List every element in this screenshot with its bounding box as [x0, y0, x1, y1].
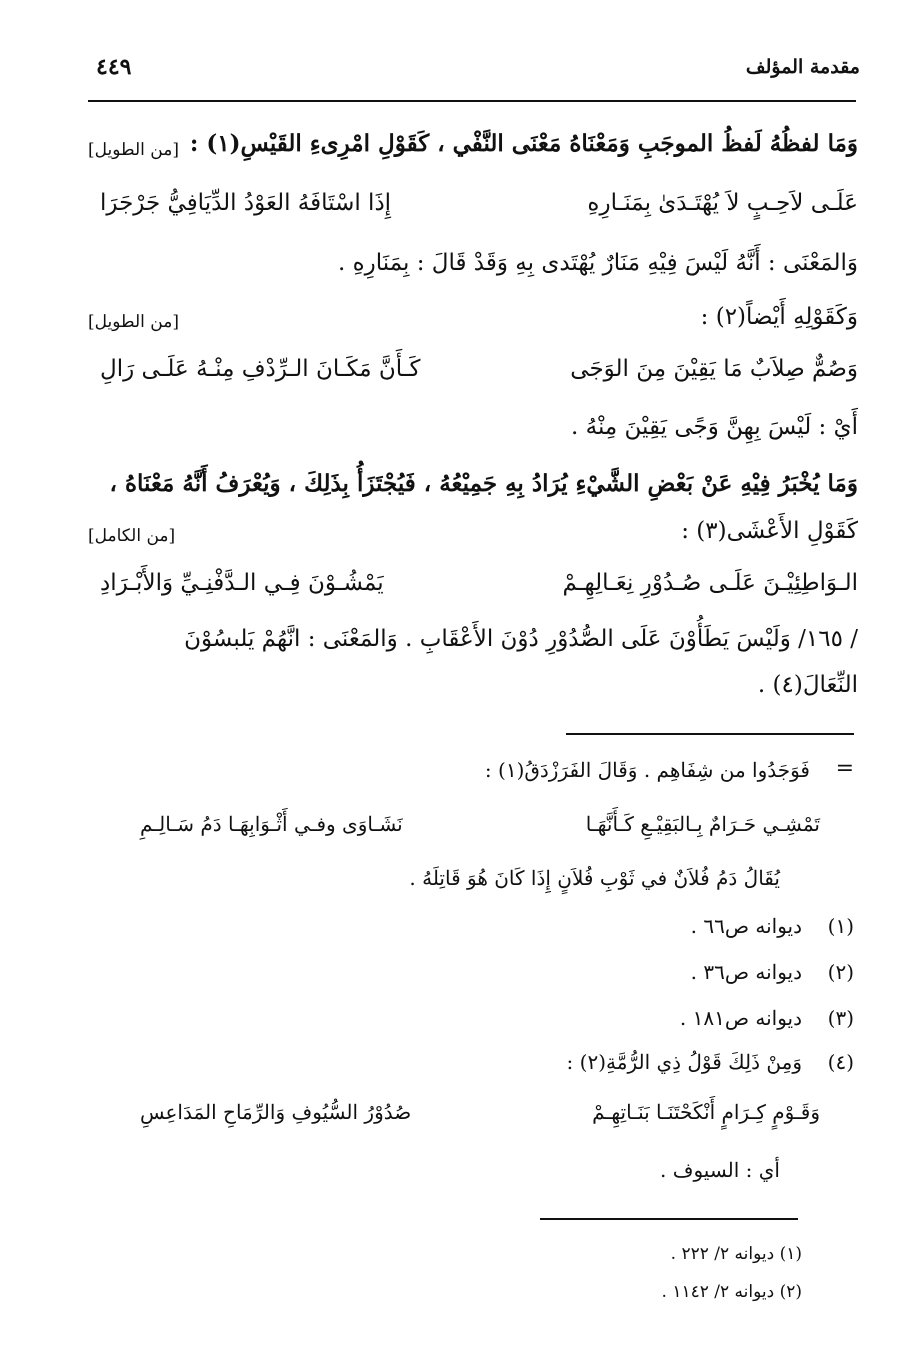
paragraph-2: وَالمَعْنَى : أَنَّهُ لَيْسَ فِيْهِ مَنَارٌ يُهْتَدى بِهِ وَقَدْ قَالَ : بِمَنَارِهِ .: [337, 250, 858, 276]
verse-3-second-hemistich: يَمْشُـوْنَ فِـي الـدَّفْنِـيِّ وَالأَبْـرَادِ: [100, 570, 384, 596]
footnote-number-2: (٢): [827, 960, 854, 984]
footnote-continued-line: فَوَجَدُوا من شِفَاهِم . وَقَالَ الفَرَزْدَقُ(١) :: [484, 758, 810, 782]
header-rule: [88, 100, 856, 102]
paragraph-5: وَمَا يُخْبَرُ فِيْهِ عَنْ بَعْضِ الشَّيْءِ يُرَادُ بِهِ جَمِيْعُهُ ، فَيُجْتَزَأُ بِذَلِكَ ، وَيُعْرَفُ أَنَّهُ مَعْنَاهُ ،: [109, 470, 858, 497]
page-number: ٤٤٩: [96, 54, 132, 80]
paragraph-6: كَقَوْلِ الأَعْشَى(٣) :: [681, 518, 858, 544]
meter-label-1: [من الطويل]: [88, 140, 179, 160]
footnote-number-4: (٤): [827, 1050, 854, 1074]
footnote-verse-first-hemistich: تَمْشِـي حَـرَامٌ بِـالبَقِيْـعِ كَـأَنَّهَـا: [585, 812, 820, 836]
footnote-number-3: (٣): [827, 1006, 854, 1030]
paragraph-3: وَكَقَوْلِهِ أَيْضاً(٢) :: [700, 304, 858, 330]
verse-2-second-hemistich: كَـأَنَّ مَكَـانَ الـرِّدْفِ مِنْـهُ عَلَـى رَالِ: [100, 356, 421, 382]
paragraph-8: النِّعَالَ(٤) .: [757, 672, 858, 698]
paragraph-1: وَمَا لفظُهُ لَفظُ الموجَبِ وَمَعْنَاهُ مَعْنَى النَّفْي ، كَقَوْلِ امْرِىءِ القَيْسِ(١) :: [189, 130, 858, 157]
footnote-number-1: (١): [827, 914, 854, 938]
footnote-rule: [566, 733, 854, 735]
verse-1-first-hemistich: عَلَـى لاَحِـبٍ لاَ يُهْتَـدَىٰ بِمَنَـارِهِ: [587, 190, 858, 216]
footnote-4-verse-second-hemistich: صُدُوْرُ السُّيُوفِ وَالرِّمَاحِ المَدَاعِسِ: [140, 1100, 412, 1124]
running-header-title: مقدمة المؤلف: [745, 56, 860, 78]
meter-label-3: [من الكامل]: [88, 526, 176, 546]
footnote-text-2: ديوانه ص٣٦ .: [690, 960, 802, 984]
sub-footnote-2: (٢) ديوانه ٢/ ١١٤٢ .: [661, 1282, 802, 1302]
verse-3-first-hemistich: الـوَاطِئِيْـنَ عَلَـى صُـدُوْرِ نِعَـالِهِـمْ: [562, 570, 858, 596]
footnote-4-verse-first-hemistich: وَقَـوْمٍ كِـرَامٍ أَنْكَحْتَنَـا بَنَـاتِهِـمْ: [592, 1100, 820, 1124]
footnote-verse-second-hemistich: نَشَـاوَى وفـي أَثْـوَابِهَـا دَمُ سَـالِـمِ: [140, 812, 403, 836]
sub-footnote-rule: [540, 1218, 798, 1220]
sub-footnote-1: (١) ديوانه ٢/ ٢٢٢ .: [670, 1244, 802, 1264]
footnote-text-3: ديوانه ص١٨١ .: [679, 1006, 802, 1030]
verse-1-second-hemistich: إِذَا اسْتَافَهُ العَوْدُ الدِّيَافِيُّ جَرْجَرَا: [100, 190, 392, 216]
footnote-text-1: ديوانه ص٦٦ .: [690, 914, 802, 938]
verse-2-first-hemistich: وَصُمٌّ صِلاَبٌ مَا يَقِيْنَ مِنَ الوَجَى: [570, 356, 858, 382]
meter-label-2: [من الطويل]: [88, 312, 179, 332]
paragraph-4: أَيْ : لَيْسَ بِهِنَّ وَجًى يَقِيْنَ مِنْهُ .: [571, 414, 858, 440]
paragraph-7: / ١٦٥/ وَلَيْسَ يَطَأُوْنَ عَلَى الصُّدُوْرِ دُوْنَ الأَعْقَابِ . وَالمَعْنَى : انَّهُمْ يَلبسُوْنَ: [184, 626, 858, 652]
footnote-text-4: وَمِنْ ذَلِكَ قَوْلُ ذِي الرُّمَّةِ(٢) :: [566, 1050, 802, 1074]
footnote-4-explanation: أي : السيوف .: [660, 1158, 780, 1182]
continuation-mark: =: [835, 756, 854, 781]
footnote-explanation: يُقَالُ دَمُ فُلاَنٌ في ثَوْبِ فُلاَنٍ إِذَا كَانَ هُوَ قَاتِلَهُ .: [409, 866, 780, 890]
